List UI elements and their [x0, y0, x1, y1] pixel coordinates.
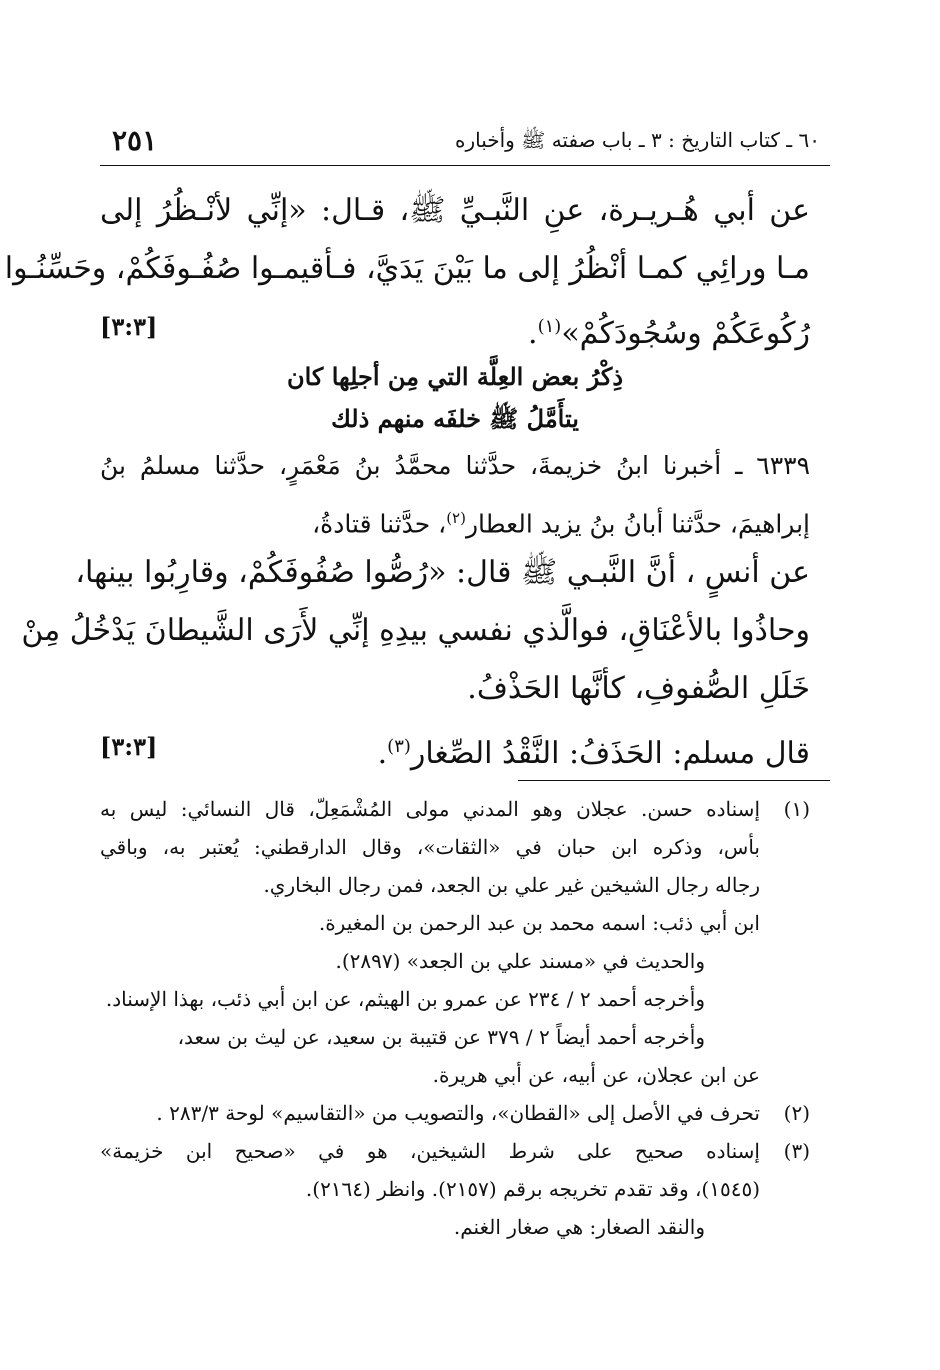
page-header [100, 118, 820, 160]
footnote-line [100, 828, 810, 866]
page-number: ٢٥١ [112, 124, 158, 157]
footnote-rule [518, 780, 830, 781]
hadith1-reference: [٣:٣] [100, 312, 158, 341]
hadith1-line3-end: . [528, 316, 538, 351]
hadith1-line3-text: رُكُوعَكُمْ وسُجُودَكُمْ» [561, 316, 810, 351]
hadith2-muslim-text: قال مسلم: الحَذَفُ: النَّقْدُ الصِّغار [410, 736, 810, 771]
footnote-marker-3: (٣) [387, 736, 411, 757]
footnote-number: (١) [783, 797, 810, 821]
footnote-text: إسناده صحيح على شرط الشيخين، هو في «صحيح ابن خزيمة» [100, 1139, 760, 1163]
footnote-line [100, 904, 810, 942]
footnote-text: وأخرجه أحمد أيضاً ٢ / ٣٧٩ عن قتيبة بن سعيد، عن ليث بن سعد، [177, 1025, 705, 1049]
running-title: ٦٠ ـ كتاب التاريخ : ٣ ـ باب صفته ﷺ وأخباره [454, 128, 820, 152]
hadith2-isnad-line2-text: إبراهيمَ، حدَّثنا أبانُ بنُ يزيد العطار [465, 509, 810, 539]
footnote-text: وأخرجه أحمد ٢ / ٢٣٤ عن عمرو بن الهيثم، عن ابن أبي ذئب، بهذا الإسناد. [105, 987, 705, 1011]
hadith2-reference: [٣:٣] [100, 732, 158, 761]
hadith2-muslim-end: . [377, 736, 388, 771]
footnote-text: رجاله رجال الشيخين غير علي بن الجعد، فمن رجال البخاري. [263, 873, 760, 897]
hadith1-line2: مـا ورائِي كمـا أنْظُرُ إلى ما بَيْنَ يَدَيَّ، فـأقيمـوا صُفُـوفَكُمْ، وحَسِّنُـوا [4, 251, 810, 286]
hadith2-muslim-line [100, 718, 810, 776]
footnote-text: عن ابن عجلان، عن أبيه، عن أبي هريرة. [432, 1063, 760, 1087]
footnote-line [100, 1170, 810, 1208]
footnote-line [100, 1132, 810, 1170]
footnote-text: والنقد الصغار: هي صغار الغنم. [453, 1215, 705, 1239]
footnote-line [100, 1018, 810, 1056]
footnote-number: (٢) [783, 1101, 810, 1125]
footnote-line [100, 866, 810, 904]
footnote-text: (١٥٤٥)، وقد تقدم تخريجه برقم (٢١٥٧). وانظر (٢١٦٤). [305, 1177, 760, 1201]
footnote-line [100, 942, 810, 980]
footnote-text: بأس، وذكره ابن حبان في «الثقات»، وقال الدارقطني: يُعتبر به، وباقي [100, 835, 760, 859]
hadith1-line3 [100, 298, 810, 356]
main-text [4, 182, 810, 776]
hadith2-matn-line3: خَلَلِ الصُّفوفِ، كأنَّها الحَذْفُ. [467, 671, 810, 706]
section-heading-line1: ذِكْرُ بعض العِلَّة التي مِن أجلِها كان [286, 362, 624, 391]
footnote-text: تحرف في الأصل إلى «القطان»، والتصويب من «التقاسيم» لوحة ٢٨٣/٣ . [156, 1101, 760, 1125]
footnote-marker-2: (٢) [446, 509, 466, 527]
footnote-marker-1: (١) [537, 316, 562, 337]
footnote-text: ابن أبي ذئب: اسمه محمد بن عبد الرحمن بن المغيرة. [318, 911, 760, 935]
hadith2-matn-line1: عن أنسٍ ، أنَّ النَّبـي ﷺ قال: «رُصُّوا صُفُوفَكُمْ، وقارِبُوا بينها، [75, 555, 810, 590]
footnotes [100, 790, 810, 1246]
footnote-line [100, 790, 810, 828]
footnote-number: (٣) [783, 1139, 810, 1163]
footnote-line [100, 1208, 810, 1246]
hadith2-isnad-line1: ٦٣٣٩ ـ أخبرنا ابنُ خزيمةَ، حدَّثنا محمَّدُ بنُ مَعْمَرٍ، حدَّثنا مسلمُ بنُ [100, 451, 810, 480]
footnote-line [100, 980, 810, 1018]
hadith2-matn-line2: وحاذُوا بالأعْنَاقِ، فوالَّذي نفسي بيدِهِ إنِّي لأَرَى الشَّيطانَ يَدْخُلُ مِنْ [21, 613, 810, 648]
header-rule [100, 165, 830, 166]
footnote-text: والحديث في «مسند علي بن الجعد» (٢٨٩٧). [335, 949, 705, 973]
footnote-text: إسناده حسن. عجلان وهو المدني مولى المُشْمَعِلّ، قال النسائي: ليس به [100, 797, 760, 821]
hadith1-line1: عن أبي هُـريـرة، عنِ النَّبـيِّ ﷺ، قـال: «إنِّي لأنْـظُرُ إلى [100, 193, 810, 228]
section-heading-line2: يتأَمَّلُ ﷺ خلفَه منهم ذلك [331, 404, 579, 433]
footnote-line [100, 1094, 810, 1132]
hadith2-isnad-line2-end: ، حدَّثنا قتادةُ، [312, 509, 447, 539]
hadith2-isnad-line2 [100, 492, 810, 544]
footnote-line [100, 1056, 810, 1094]
